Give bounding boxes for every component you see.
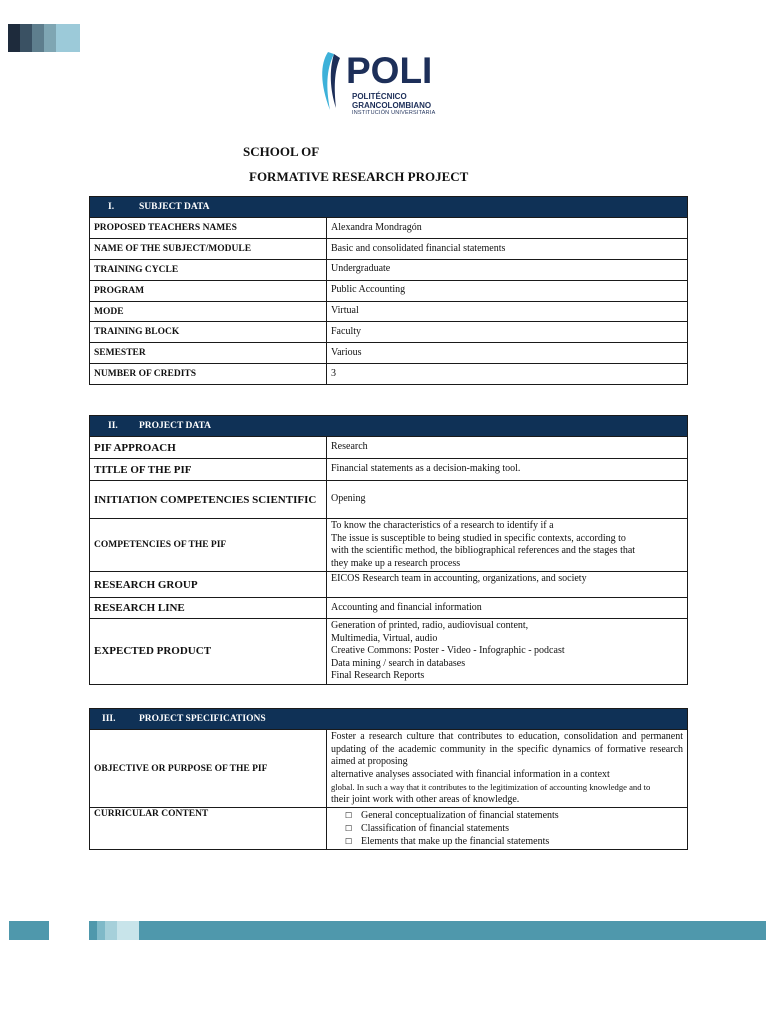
logo-line-institucion: INSTITUCIÓN UNIVERSITARIA xyxy=(352,110,436,116)
row-label: PROGRAM xyxy=(90,280,327,301)
row-value xyxy=(327,619,688,685)
table-row xyxy=(90,598,688,619)
table-row xyxy=(90,218,688,239)
row-value: EICOS Research team in accounting, organizations, and society xyxy=(327,572,688,598)
row-label: NUMBER OF CREDITS xyxy=(90,364,327,385)
text-line: Multimedia, Virtual, audio xyxy=(331,632,438,644)
curricular-list xyxy=(331,809,683,848)
table-row xyxy=(90,322,688,343)
objective-text: Foster a research culture that contributes to education, consolidation and permanent updating of the academic community in the specific dynamics of formative research aimed at proposing xyxy=(331,731,684,767)
table-row xyxy=(90,301,688,322)
row-value xyxy=(327,808,688,850)
row-label: CURRICULAR CONTENT xyxy=(90,808,327,850)
list-item xyxy=(345,809,683,822)
logo-line-grancolombiano: GRANCOLOMBIANO xyxy=(352,101,432,110)
objective-text: global. In such a way that it contributes to the legitimization of accounting knowledge and to xyxy=(331,782,651,792)
row-value: Alexandra Mondragón xyxy=(327,218,688,239)
row-value xyxy=(327,730,688,808)
row-label: TRAINING CYCLE xyxy=(90,259,327,280)
row-label: EXPECTED PRODUCT xyxy=(90,619,327,685)
row-value: Accounting and financial information xyxy=(327,598,688,619)
table-row xyxy=(90,437,688,459)
row-label: RESEARCH LINE xyxy=(90,598,327,619)
project-specifications-table xyxy=(89,708,688,850)
section-number: II. xyxy=(108,421,118,431)
section-header xyxy=(90,416,688,437)
row-value: Various xyxy=(327,343,688,364)
row-value: Financial statements as a decision-making tool. xyxy=(327,459,688,481)
row-label: MODE xyxy=(90,301,327,322)
table-row xyxy=(90,259,688,280)
list-item xyxy=(345,822,683,835)
objective-text: their joint work with other areas of knowledge. xyxy=(331,793,520,805)
table-row xyxy=(90,572,688,598)
table-row xyxy=(90,481,688,519)
row-label: RESEARCH GROUP xyxy=(90,572,327,598)
text-line: Data mining / search in databases xyxy=(331,657,466,669)
text-line: they make up a research process xyxy=(331,557,461,569)
decorative-band-left xyxy=(9,921,49,940)
section-number: I. xyxy=(108,202,115,212)
row-label: TITLE OF THE PIF xyxy=(90,459,327,481)
section-title: SUBJECT DATA xyxy=(139,202,210,212)
row-value: Undergraduate xyxy=(327,259,688,280)
section-title: PROJECT SPECIFICATIONS xyxy=(139,714,266,724)
table-row xyxy=(90,519,688,572)
row-label: PROPOSED TEACHERS NAMES xyxy=(90,218,327,239)
row-value: Research xyxy=(327,437,688,459)
text-line: Generation of printed, radio, audiovisual content, xyxy=(331,620,529,631)
row-label: OBJECTIVE OR PURPOSE OF THE PIF xyxy=(90,730,327,808)
row-value: Opening xyxy=(327,481,688,519)
logo-line-politecnico: POLITÉCNICO xyxy=(352,92,407,101)
section-header xyxy=(90,197,688,218)
poli-swoosh-icon xyxy=(318,50,348,120)
row-value: Faculty xyxy=(327,322,688,343)
row-value: Basic and consolidated financial statements xyxy=(327,238,688,259)
table-row xyxy=(90,808,688,850)
table-row xyxy=(90,364,688,385)
bullet-box-icon: ☐ xyxy=(345,837,353,846)
row-label: INITIATION COMPETENCIES SCIENTIFIC xyxy=(90,481,327,519)
decorative-band-right xyxy=(89,921,766,940)
text-line: To know the characteristics of a research to identify if a xyxy=(331,520,554,531)
row-label: SEMESTER xyxy=(90,343,327,364)
objective-text: alternative analyses associated with financial information in a context xyxy=(331,768,610,780)
text-line: with the scientific method, the bibliographical references and the stages that xyxy=(331,545,636,556)
bullet-box-icon: ☐ xyxy=(345,811,353,820)
row-value xyxy=(327,519,688,572)
table-row xyxy=(90,343,688,364)
table-row xyxy=(90,459,688,481)
list-item-text: Classification of financial statements xyxy=(361,823,510,834)
school-heading: SCHOOL OF xyxy=(243,144,320,159)
logo-brand: POLI xyxy=(346,50,433,91)
table-row xyxy=(90,280,688,301)
project-data-table xyxy=(89,415,688,685)
row-label: PIF APPROACH xyxy=(90,437,327,459)
list-item xyxy=(345,835,683,848)
row-label: COMPETENCIES OF THE PIF xyxy=(90,519,327,572)
row-value: Virtual xyxy=(327,301,688,322)
list-item-text: Elements that make up the financial statements xyxy=(361,836,550,847)
bullet-box-icon: ☐ xyxy=(345,824,353,833)
row-value: Public Accounting xyxy=(327,280,688,301)
section-title: PROJECT DATA xyxy=(139,421,212,431)
project-heading: FORMATIVE RESEARCH PROJECT xyxy=(249,169,469,184)
text-line: The issue is susceptible to being studied in specific contexts, according to xyxy=(331,532,626,544)
subject-data-table xyxy=(89,196,688,385)
row-value: 3 xyxy=(327,364,688,385)
table-row xyxy=(90,619,688,685)
table-row xyxy=(90,730,688,808)
poli-logo xyxy=(318,46,444,120)
section-header xyxy=(90,709,688,730)
decorative-squares-top xyxy=(8,24,80,52)
section-number: III. xyxy=(102,714,116,724)
text-line: Creative Commons: Poster - Video - Infographic - podcast xyxy=(331,645,565,656)
row-label: NAME OF THE SUBJECT/MODULE xyxy=(90,238,327,259)
text-line: Final Research Reports xyxy=(331,670,425,681)
list-item-text: General conceptualization of financial statements xyxy=(361,810,559,821)
table-row xyxy=(90,238,688,259)
row-label: TRAINING BLOCK xyxy=(90,322,327,343)
